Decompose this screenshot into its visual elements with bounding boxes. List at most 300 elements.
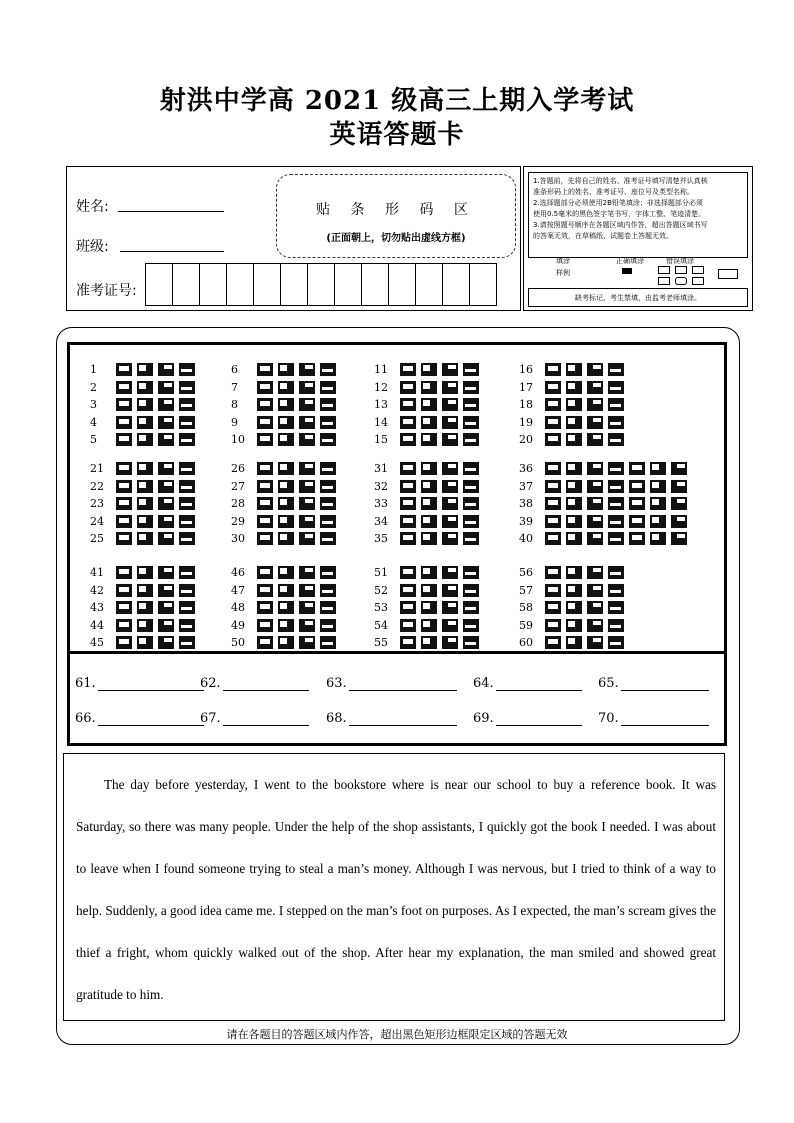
fill-in-answer-line[interactable] [349,676,457,691]
answer-bubble[interactable] [671,532,687,545]
answer-bubble[interactable] [320,619,336,632]
fill-in-answer-line[interactable] [496,676,582,691]
answer-bubble[interactable] [400,532,416,545]
answer-bubble[interactable] [400,515,416,528]
fill-in-answer-line[interactable] [621,711,709,726]
answer-bubble[interactable] [278,480,294,493]
answer-bubble[interactable] [179,584,195,597]
answer-bubble[interactable] [421,566,437,579]
answer-bubble[interactable] [257,566,273,579]
answer-bubble[interactable] [179,636,195,649]
answer-bubble[interactable] [421,515,437,528]
essay-text: The day before yesterday, I went to the bookstore where is near our school to buy a reference book. It was Saturday, so there was many people. Under the help of the shop assistants, I quickly got the book I needed. I was about to leave when I found someone trying to steal a man’s money. Although I was nervous, but I tried to think of a way to help. Suddenly, a good idea came me. I stepped on the man’s foot on purposes. As I expected, the man’s scream gives the thief a fright, whom quickly walked out of the shop. After hear my explanation, the man smiled and showed great gratitude to him. [76,777,716,1002]
answer-bubble[interactable] [257,601,273,614]
answer-bubble[interactable] [299,515,315,528]
answer-bubble[interactable] [587,515,603,528]
answer-bubble[interactable] [587,416,603,429]
answer-bubble[interactable] [257,363,273,376]
answer-bubble[interactable] [299,433,315,446]
answer-bubble[interactable] [545,462,561,475]
answer-bubble[interactable] [587,619,603,632]
answer-bubble[interactable] [116,532,132,545]
answer-bubble[interactable] [299,636,315,649]
answer-bubble[interactable] [545,619,561,632]
answer-bubble[interactable] [299,584,315,597]
answer-bubble[interactable] [137,433,153,446]
fill-in-answer-line[interactable] [496,711,582,726]
answer-bubble[interactable] [421,433,437,446]
answer-bubble[interactable] [545,416,561,429]
question-number: 30 [231,532,245,546]
answer-bubble[interactable] [137,601,153,614]
answer-bubble[interactable] [608,416,624,429]
answer-bubble[interactable] [299,398,315,411]
answer-bubble[interactable] [442,433,458,446]
answer-bubble[interactable] [608,480,624,493]
answer-bubble[interactable] [278,515,294,528]
answer-bubble[interactable] [158,619,174,632]
answer-bubble[interactable] [442,398,458,411]
answer-bubble[interactable] [650,515,666,528]
answer-bubble[interactable] [587,480,603,493]
answer-bubble[interactable] [608,601,624,614]
answer-bubble[interactable] [116,636,132,649]
answer-bubble[interactable] [629,532,645,545]
answer-bubble[interactable] [299,566,315,579]
answer-bubble[interactable] [320,433,336,446]
answer-bubble[interactable] [463,480,479,493]
answer-bubble[interactable] [442,363,458,376]
answer-bubble[interactable] [320,601,336,614]
answer-bubble[interactable] [566,636,582,649]
answer-bubble[interactable] [463,433,479,446]
answer-bubble[interactable] [463,636,479,649]
answer-bubble[interactable] [137,532,153,545]
answer-bubble[interactable] [608,497,624,510]
answer-bubble[interactable] [587,398,603,411]
answer-bubble[interactable] [463,381,479,394]
answer-bubble[interactable] [442,480,458,493]
answer-bubble[interactable] [158,566,174,579]
answer-bubble[interactable] [400,433,416,446]
answer-bubble[interactable] [400,416,416,429]
answer-bubble[interactable] [545,480,561,493]
answer-bubble[interactable] [545,433,561,446]
answer-bubble[interactable] [320,584,336,597]
question-number: 22 [90,479,104,493]
answer-bubble[interactable] [179,416,195,429]
answer-bubble[interactable] [257,636,273,649]
answer-bubble[interactable] [137,636,153,649]
answer-bubble[interactable] [566,363,582,376]
answer-bubble[interactable] [400,601,416,614]
answer-bubble[interactable] [320,363,336,376]
answer-bubble[interactable] [257,532,273,545]
answer-bubble[interactable] [158,462,174,475]
answer-bubble[interactable] [257,416,273,429]
answer-bubble[interactable] [545,398,561,411]
answer-bubble[interactable] [278,398,294,411]
answer-bubble[interactable] [179,619,195,632]
answer-bubble[interactable] [137,515,153,528]
question-row [90,582,200,600]
answer-bubble[interactable] [299,381,315,394]
answer-bubble[interactable] [137,416,153,429]
answer-bubble[interactable] [608,381,624,394]
answer-bubble[interactable] [566,497,582,510]
answer-bubble[interactable] [608,636,624,649]
answer-bubble[interactable] [421,381,437,394]
question-row [519,396,629,414]
answer-bubble[interactable] [608,619,624,632]
fill-in-answer-line[interactable] [223,711,309,726]
answer-bubble[interactable] [320,497,336,510]
answer-bubble[interactable] [442,462,458,475]
answer-bubble[interactable] [629,515,645,528]
answer-bubble[interactable] [587,363,603,376]
answer-bubble[interactable] [257,462,273,475]
answer-bubble[interactable] [566,619,582,632]
answer-bubble[interactable] [463,416,479,429]
answer-bubble[interactable] [442,584,458,597]
answer-bubble[interactable] [421,480,437,493]
answer-bubble[interactable] [463,515,479,528]
answer-bubble[interactable] [545,584,561,597]
answer-bubble[interactable] [320,398,336,411]
answer-bubble[interactable] [442,636,458,649]
answer-bubble[interactable] [158,515,174,528]
question-group [374,564,484,652]
answer-bubble[interactable] [257,584,273,597]
answer-bubble[interactable] [442,515,458,528]
question-row [90,495,200,513]
answer-bubble[interactable] [158,497,174,510]
answer-bubble[interactable] [400,584,416,597]
answer-bubble[interactable] [116,462,132,475]
answer-bubble[interactable] [463,566,479,579]
answer-bubble[interactable] [463,497,479,510]
answer-bubble[interactable] [566,532,582,545]
answer-bubble[interactable] [566,433,582,446]
answer-bubble[interactable] [299,416,315,429]
answer-bubble[interactable] [671,497,687,510]
answer-bubble[interactable] [179,532,195,545]
answer-bubble[interactable] [421,619,437,632]
answer-bubble[interactable] [566,566,582,579]
answer-bubble[interactable] [158,601,174,614]
answer-bubble[interactable] [320,515,336,528]
answer-bubble[interactable] [116,363,132,376]
answer-bubble[interactable] [257,381,273,394]
question-number: 40 [519,532,533,546]
answer-bubble[interactable] [299,532,315,545]
answer-bubble[interactable] [629,480,645,493]
answer-bubble[interactable] [566,601,582,614]
answer-bubble[interactable] [566,584,582,597]
answer-bubble[interactable] [116,480,132,493]
answer-bubble[interactable] [463,584,479,597]
question-group [231,361,341,449]
answer-bubble[interactable] [463,462,479,475]
question-number: 46 [231,566,245,580]
answer-bubble[interactable] [116,433,132,446]
answer-bubble[interactable] [566,462,582,475]
answer-bubble[interactable] [278,416,294,429]
answer-bubble[interactable] [545,636,561,649]
answer-bubble[interactable] [257,433,273,446]
answer-bubble[interactable] [463,398,479,411]
answer-bubble[interactable] [116,515,132,528]
fill-in-answer-line[interactable] [98,676,204,691]
answer-bubble[interactable] [278,462,294,475]
question-row [374,379,484,397]
answer-bubble[interactable] [608,532,624,545]
name-field[interactable] [118,211,224,212]
answer-bubble[interactable] [179,515,195,528]
answer-bubble[interactable] [442,619,458,632]
answer-bubble[interactable] [400,497,416,510]
instruction-line: 1.答题前，先将自己的姓名、准考证号填写清楚并认真核 [533,177,708,185]
answer-bubble[interactable] [137,363,153,376]
answer-bubble[interactable] [587,433,603,446]
answer-bubble[interactable] [608,584,624,597]
fill-in-answer-line[interactable] [349,711,457,726]
answer-bubble[interactable] [257,515,273,528]
answer-bubble[interactable] [278,532,294,545]
question-group [519,361,629,449]
answer-bubble[interactable] [158,398,174,411]
question-row [231,530,341,548]
answer-bubble[interactable] [320,636,336,649]
answer-bubble[interactable] [608,462,624,475]
answer-bubble[interactable] [158,381,174,394]
answer-bubble[interactable] [257,398,273,411]
answer-bubble[interactable] [608,566,624,579]
answer-bubble[interactable] [137,462,153,475]
question-number: 28 [231,497,245,511]
answer-bubble[interactable] [278,497,294,510]
answer-bubble[interactable] [421,601,437,614]
answer-bubble[interactable] [257,480,273,493]
answer-bubble[interactable] [299,462,315,475]
answer-bubble[interactable] [137,480,153,493]
answer-bubble[interactable] [587,462,603,475]
answer-bubble[interactable] [158,584,174,597]
question-row [374,495,484,513]
answer-bubble[interactable] [299,497,315,510]
answer-bubble[interactable] [566,398,582,411]
class-field[interactable] [120,251,224,252]
answer-bubble[interactable] [650,462,666,475]
answer-bubble[interactable] [566,416,582,429]
answer-bubble[interactable] [320,462,336,475]
answer-bubble[interactable] [278,601,294,614]
answer-bubble[interactable] [116,584,132,597]
question-row [374,617,484,635]
question-row [374,582,484,600]
answer-bubble[interactable] [320,416,336,429]
answer-bubble[interactable] [442,381,458,394]
answer-bubble[interactable] [179,566,195,579]
answer-bubble[interactable] [137,381,153,394]
essay-box [63,753,725,1021]
answer-bubble[interactable] [463,619,479,632]
answer-bubble[interactable] [320,566,336,579]
answer-bubble[interactable] [400,619,416,632]
answer-bubble[interactable] [278,363,294,376]
answer-bubble[interactable] [179,601,195,614]
answer-bubble[interactable] [463,532,479,545]
fill-in-number: 67. [200,711,221,726]
answer-bubble[interactable] [278,381,294,394]
answer-bubble[interactable] [320,381,336,394]
answer-bubble[interactable] [421,363,437,376]
answer-bubble[interactable] [116,566,132,579]
answer-bubble[interactable] [400,381,416,394]
answer-bubble[interactable] [158,433,174,446]
answer-bubble[interactable] [587,601,603,614]
answer-bubble[interactable] [545,601,561,614]
answer-bubble[interactable] [400,480,416,493]
answer-bubble[interactable] [137,566,153,579]
fill-in-answer-line[interactable] [223,676,309,691]
answer-bubble[interactable] [179,462,195,475]
answer-bubble[interactable] [179,433,195,446]
fill-in-item [75,711,204,726]
answer-bubble[interactable] [116,601,132,614]
answer-bubble[interactable] [442,601,458,614]
answer-bubble[interactable] [608,515,624,528]
answer-bubble[interactable] [158,480,174,493]
answer-bubble[interactable] [608,398,624,411]
answer-bubble[interactable] [421,462,437,475]
wrong-fill-sample [692,277,704,285]
answer-bubble[interactable] [116,398,132,411]
answer-bubble[interactable] [137,497,153,510]
answer-bubble[interactable] [629,497,645,510]
question-row [374,361,484,379]
answer-bubble[interactable] [587,497,603,510]
answer-bubble[interactable] [320,480,336,493]
wrong-fill-sample [675,266,687,274]
answer-bubble[interactable] [566,515,582,528]
answer-bubble[interactable] [587,566,603,579]
answer-bubble[interactable] [400,636,416,649]
answer-bubble[interactable] [137,619,153,632]
fill-in-number: 63. [326,676,347,691]
question-number: 45 [90,636,104,650]
answer-bubble[interactable] [158,532,174,545]
answer-bubble[interactable] [545,566,561,579]
question-number: 58 [519,601,533,615]
answer-bubble[interactable] [179,381,195,394]
answer-bubble[interactable] [158,416,174,429]
answer-bubble[interactable] [179,497,195,510]
answer-bubble[interactable] [566,480,582,493]
answer-bubble[interactable] [116,619,132,632]
instruction-line: 3.请按照题号顺序在各题区域内作答，超出答题区域书写 [533,221,708,229]
answer-bubble[interactable] [116,381,132,394]
answer-bubble[interactable] [421,398,437,411]
answer-bubble[interactable] [629,462,645,475]
answer-bubble[interactable] [299,619,315,632]
answer-bubble[interactable] [421,416,437,429]
answer-bubble[interactable] [587,584,603,597]
answer-bubble[interactable] [137,398,153,411]
answer-bubble[interactable] [545,532,561,545]
answer-bubble[interactable] [421,497,437,510]
answer-bubble[interactable] [179,480,195,493]
answer-bubble[interactable] [566,381,582,394]
answer-bubble[interactable] [320,532,336,545]
answer-bubble[interactable] [421,584,437,597]
answer-bubble[interactable] [650,532,666,545]
answer-bubble[interactable] [299,601,315,614]
answer-bubble[interactable] [116,416,132,429]
answer-bubble[interactable] [463,601,479,614]
answer-bubble[interactable] [545,515,561,528]
answer-bubble[interactable] [179,398,195,411]
answer-bubble[interactable] [650,497,666,510]
answer-bubble[interactable] [545,497,561,510]
answer-bubble[interactable] [257,619,273,632]
answer-bubble[interactable] [116,497,132,510]
answer-bubble[interactable] [545,381,561,394]
fill-in-answer-line[interactable] [621,676,709,691]
answer-bubble[interactable] [278,566,294,579]
fill-in-answer-line[interactable] [98,711,204,726]
question-number: 52 [374,583,388,597]
answer-bubble[interactable] [442,532,458,545]
answer-bubble[interactable] [608,433,624,446]
answer-bubble[interactable] [257,497,273,510]
exam-number-grid[interactable] [146,263,497,306]
answer-bubble[interactable] [158,363,174,376]
answer-bubble[interactable] [179,363,195,376]
answer-bubble[interactable] [587,532,603,545]
answer-bubble[interactable] [421,636,437,649]
answer-bubble[interactable] [299,480,315,493]
answer-bubble[interactable] [400,398,416,411]
answer-bubble[interactable] [278,433,294,446]
answer-bubble[interactable] [671,462,687,475]
answer-bubble[interactable] [278,636,294,649]
answer-bubble[interactable] [421,532,437,545]
answer-bubble[interactable] [463,363,479,376]
question-number: 5 [90,433,97,447]
answer-bubble[interactable] [545,363,561,376]
answer-bubble[interactable] [650,480,666,493]
answer-bubble[interactable] [137,584,153,597]
answer-bubble[interactable] [671,480,687,493]
answer-bubble[interactable] [442,416,458,429]
answer-bubble[interactable] [442,497,458,510]
absent-mark-box[interactable] [718,269,738,279]
answer-bubble[interactable] [400,462,416,475]
answer-bubble[interactable] [608,363,624,376]
answer-bubble[interactable] [299,363,315,376]
answer-bubble[interactable] [442,566,458,579]
fill-in-item [75,676,204,691]
answer-bubble[interactable] [158,636,174,649]
answer-bubble[interactable] [671,515,687,528]
answer-bubble[interactable] [587,381,603,394]
answer-bubble[interactable] [400,566,416,579]
answer-bubble[interactable] [587,636,603,649]
answer-bubble[interactable] [278,584,294,597]
answer-bubble[interactable] [400,363,416,376]
answer-bubble[interactable] [278,619,294,632]
